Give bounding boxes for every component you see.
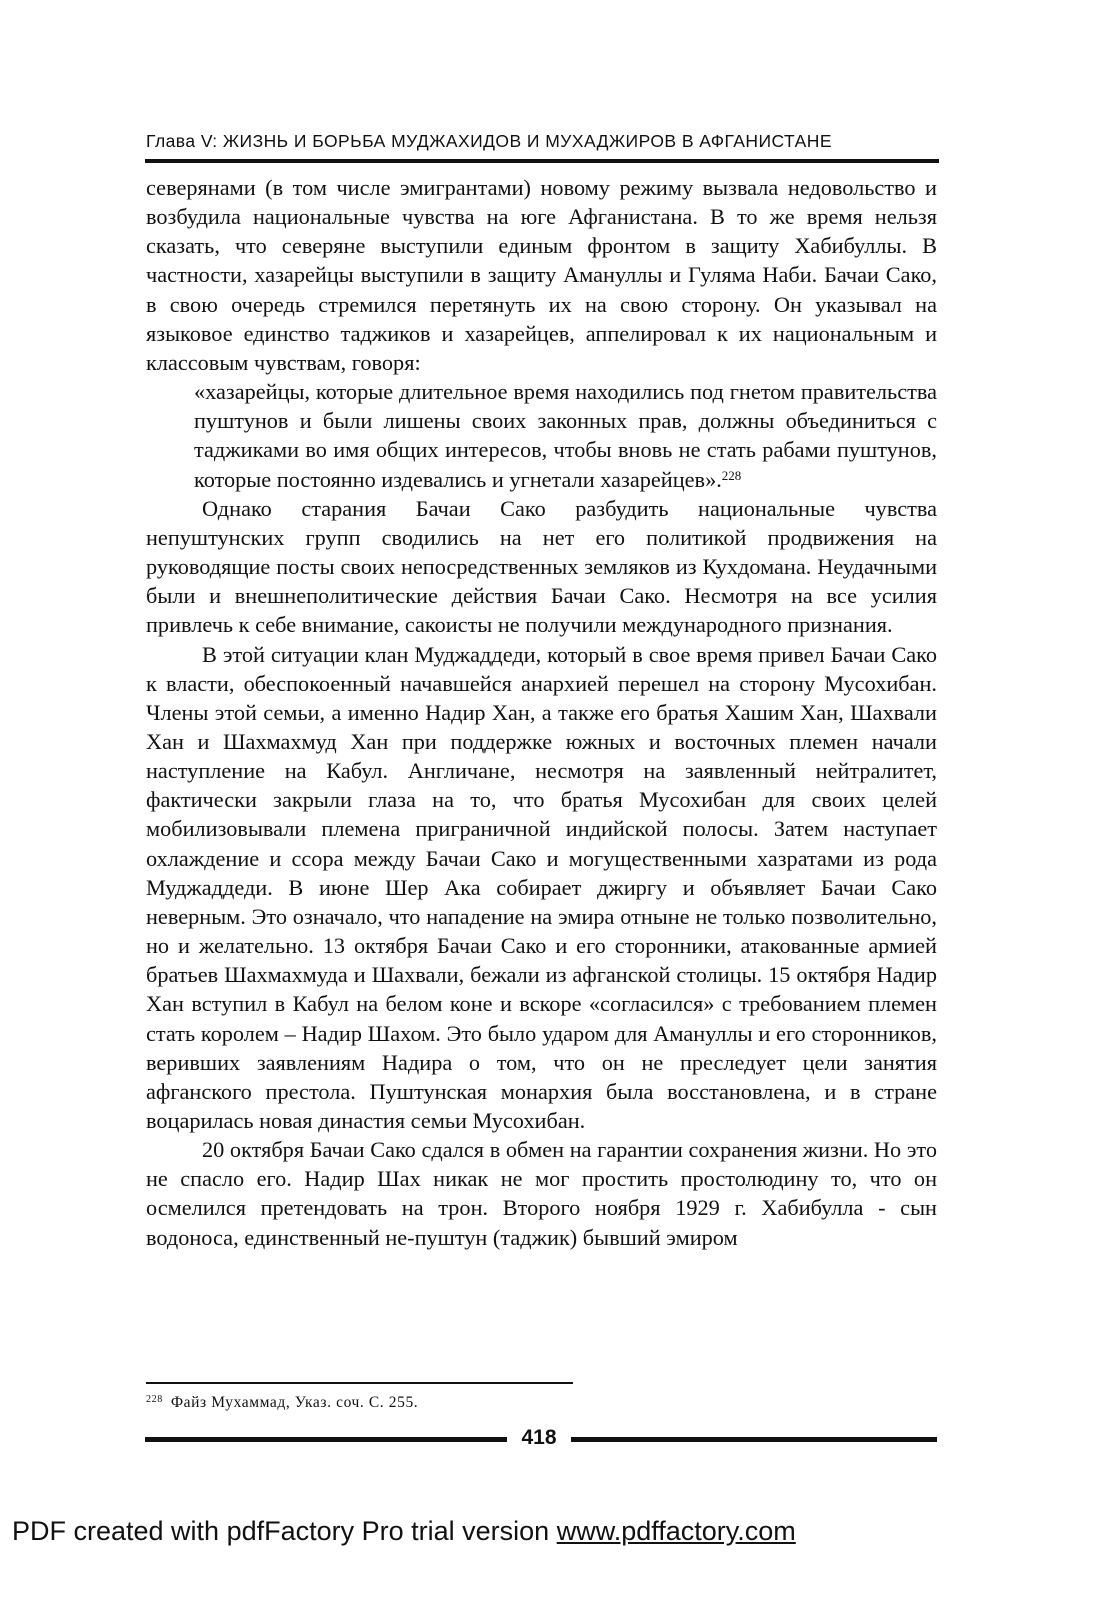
footnote — [146, 1394, 746, 1412]
running-head: Глава V: ЖИЗНЬ И БОРЬБА МУДЖАХИДОВ И МУХАДЖИРОВ В АФГАНИСТАНЕ — [146, 131, 832, 151]
footnote-reference[interactable]: 228 — [721, 467, 742, 483]
page-number: 418 — [521, 1426, 557, 1449]
watermark-link[interactable]: www.pdffactory.com — [556, 1516, 796, 1546]
paragraph-1: северянами (в том числе эмигрантами) новому режиму вызвала недовольство и возбудила национальные чувства на юге Афганистана. В то же время нельзя сказать, что северяне выступили единым фронтом в защиту Хабибуллы. В частности, хазарейцы выступили в защиту Амануллы и Гуляма Наби. Бачаи Сако, в свою очередь стремился перетянуть их на свою сторону. Он указывал на языковое единство таджиков и хазарейцев, аппелировал к их национальным и классовым чувствам, говоря: — [146, 175, 937, 375]
folio-rule-left — [145, 1437, 507, 1442]
folio-rule-right — [571, 1437, 937, 1442]
footnote-mark: 228 — [146, 1394, 163, 1405]
paragraph-3: В этой ситуации клан Муджаддеди, который в свое время привел Бачаи Сако к власти, обеспокоенный начавшейся анархией перешел на сторону Мусохибан. Члены этой семьи, а именно Надир Хан, а также его братья Хашим Хан, Шахвали Хан и Шахмахмуд Хан при поддержке южных и восточных племен начали наступление на Кабул. Англичане, несмотря на заявленный нейтралитет, фактически закрыли глаза на то, что братья Мусохибан для своих целей мобилизовывали племена приграничной индийской полосы. Затем наступает охлаждение и ссора между Бачаи Сако и могущественными хазратами из рода Муджаддеди. В июне Шер Ака собирает джиргу и объявляет Бачаи Сако неверным. Это означало, что нападение на эмира отныне не только позволительно, но и желательно. 13 октября Бачаи Сако и его сторонники, атакованные армией братьев Шахмахмуда и Шахвали, бежали из афганской столицы. 15 октября Надир Хан вступил в Кабул на белом коне и вскоре «согласился» с требованием племен стать королем – Надир Шахом. Это было ударом для Амануллы и его сторонников, веривших заявлениям Надира о том, что он не преследует цели занятия афганского престола. Пуштунская монархия была восстановлена, и в стране воцарилась новая династия семьи Мусохибан. — [146, 641, 937, 1133]
footnote-text: Файз Мухаммад, Указ. соч. С. 255. — [170, 1394, 419, 1411]
paragraph-2: Однако старания Бачаи Сако разбудить национальные чувства непуштунских групп сводились на нет его политикой продвижения на руководящие посты своих непосредственных земляков из Кухдомана. Неудачными были и внешнеполитические действия Бачаи Сако. Несмотря на все усилия привлечь к себе внимание, сакоисты не получили международного признания. — [146, 495, 937, 638]
block-quote — [194, 377, 937, 494]
footnote-rule — [146, 1382, 573, 1384]
paragraph-4: 20 октября Бачаи Сако сдался в обмен на гарантии сохранения жизни. Но это не спасло его. Надир Шах никак не мог простить простолюдину то, что он осмелился претендовать на трон. Второго ноября 1929 г. Хабибулла - сын водоноса, единственный не-пуштун (таджик) бывший эмиром — [146, 1137, 937, 1250]
body-text — [146, 173, 937, 1252]
watermark-text: PDF created with pdfFactory Pro trial version — [12, 1516, 557, 1546]
pdf-watermark — [12, 1516, 1092, 1547]
quote-text: «хазарейцы, которые длительное время находились под гнетом правительства пуштунов и были лишены своих законных прав, должны объединиться с таджиками во имя общих интересов, чтобы вновь не стать рабами пуштунов, которые постоянно издевались и угнетали хазарейцев». — [194, 379, 937, 492]
header-rule — [145, 159, 939, 163]
